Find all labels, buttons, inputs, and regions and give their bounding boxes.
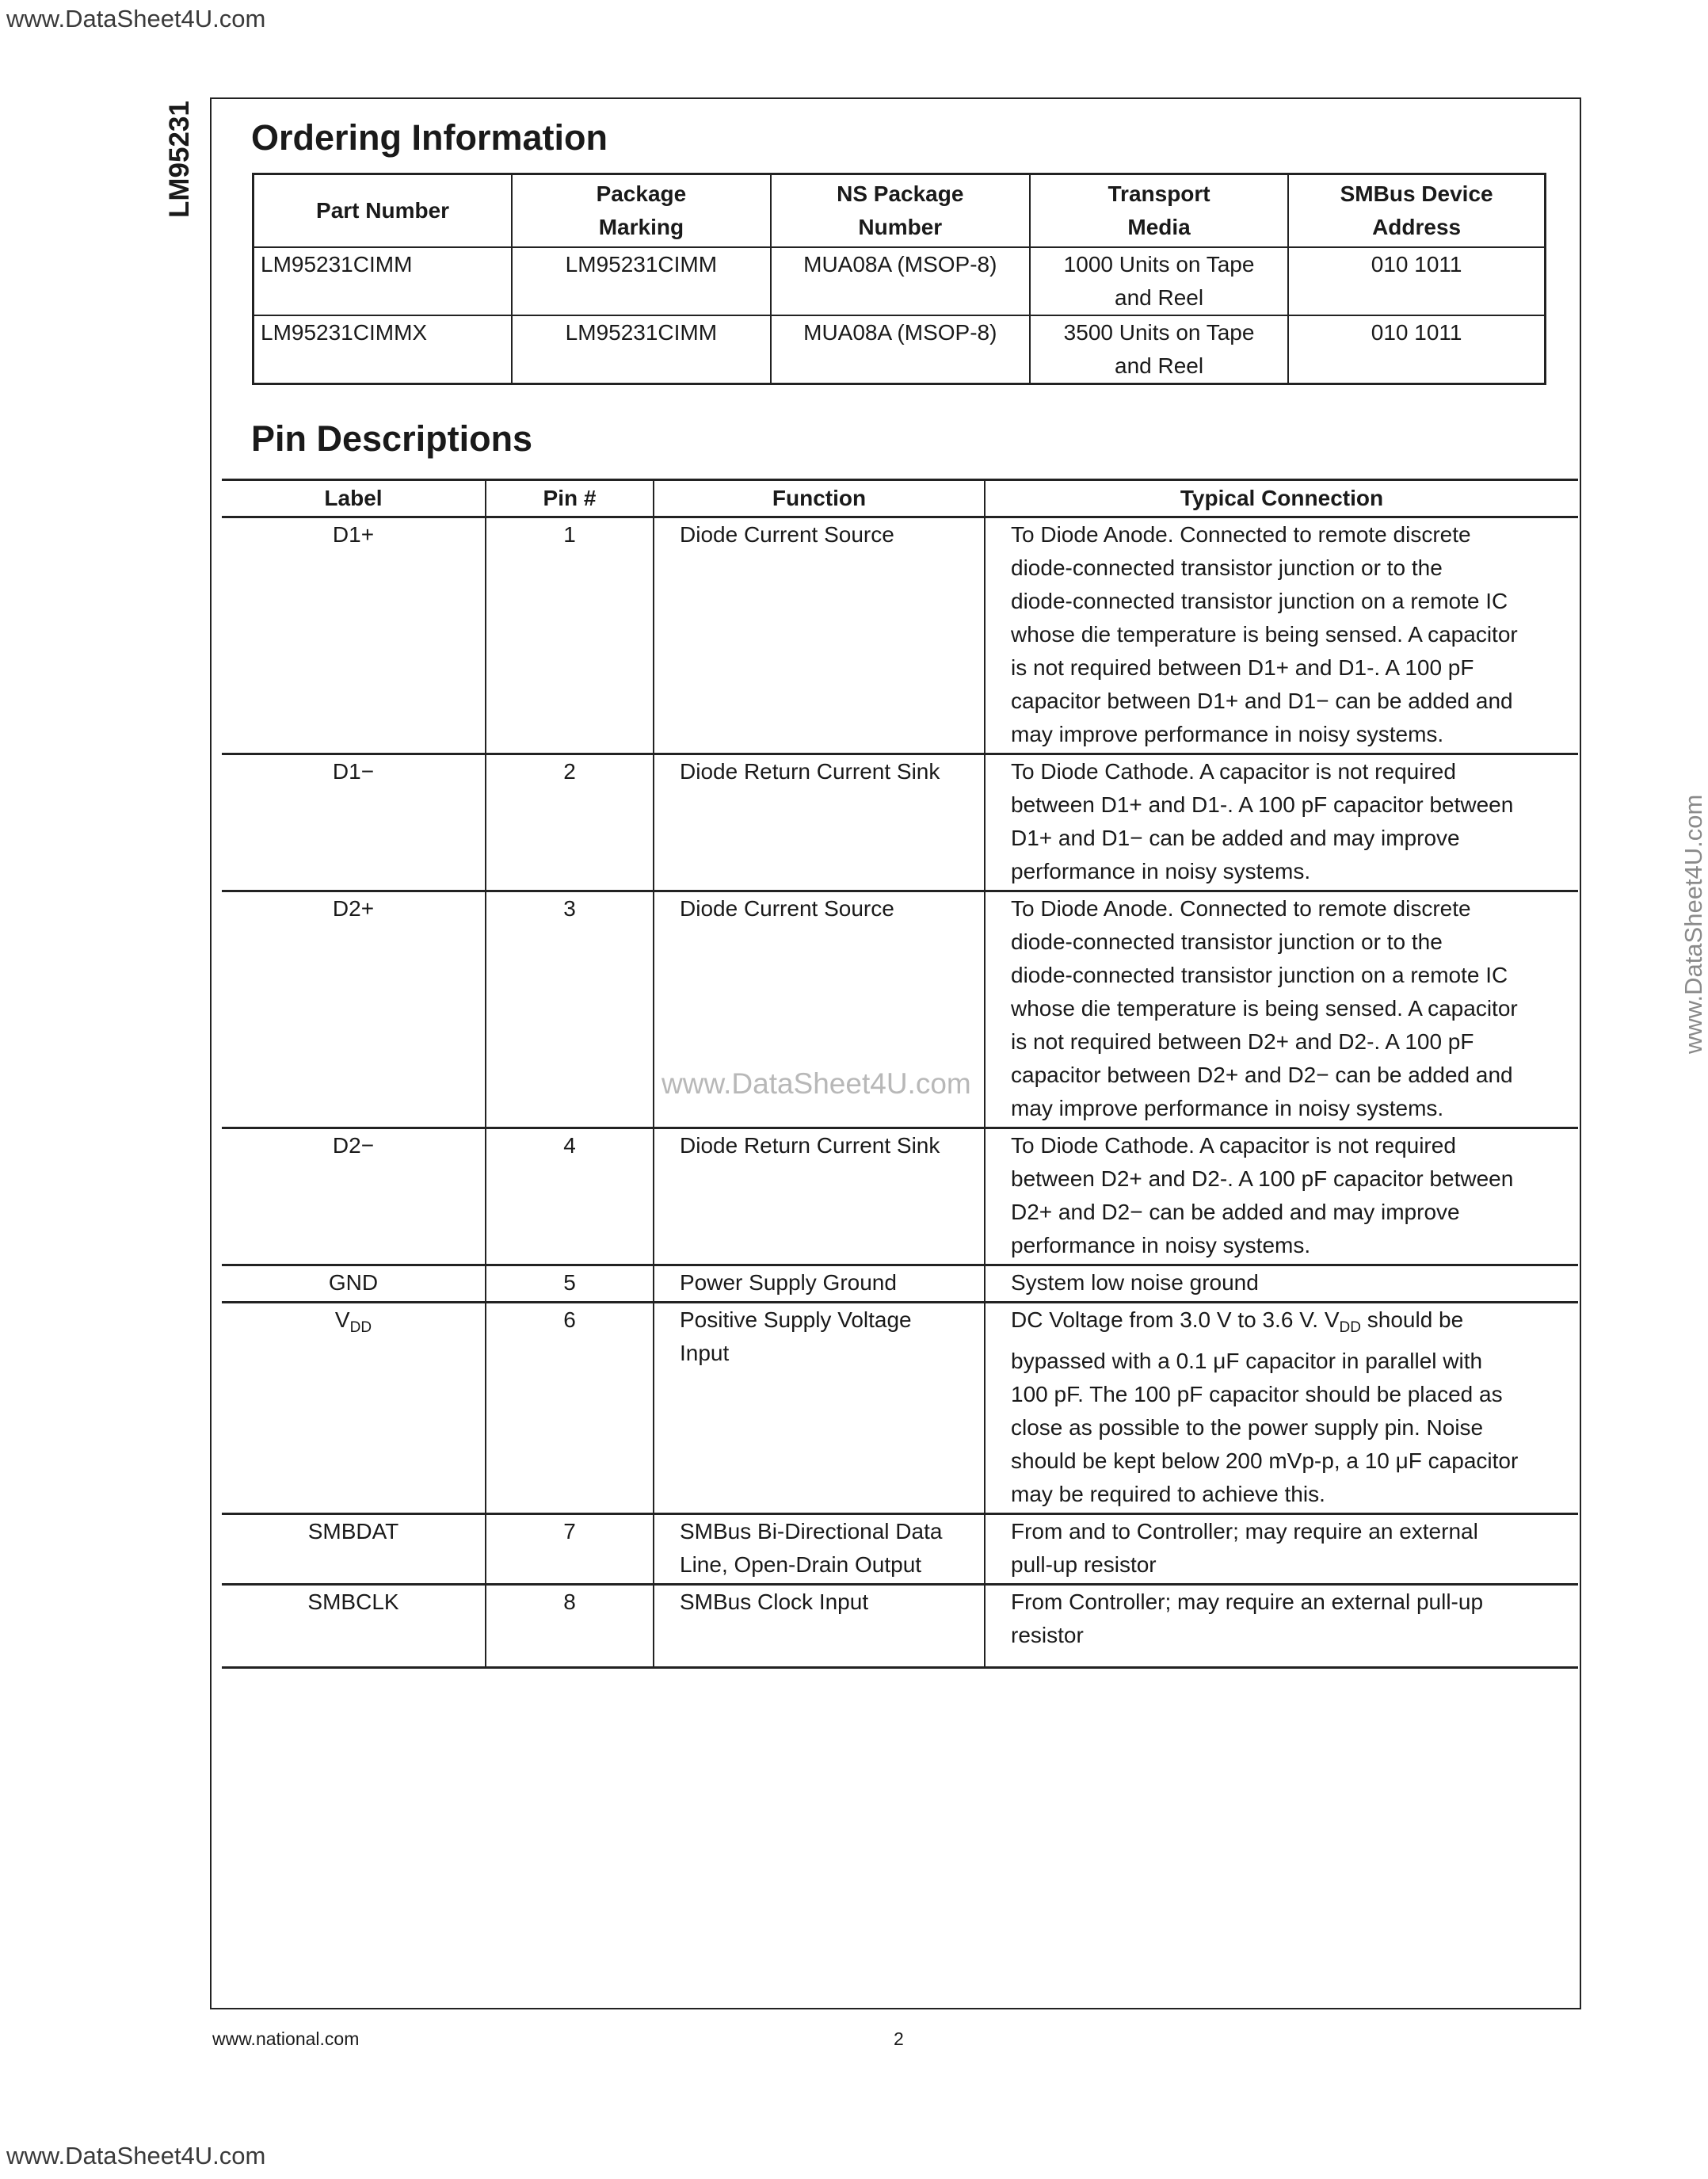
pin-function: Power Supply Ground (654, 1265, 985, 1303)
pin-number: 7 (486, 1514, 654, 1585)
pin-number: 8 (486, 1585, 654, 1668)
ordering-header-cell: SMBus Device Address (1288, 174, 1545, 248)
pin-connection: To Diode Cathode. A capacitor is not required between D1+ and D1-. A 100 pF capacitor between D1+ and D1− can be added and may improve performance in noisy systems. (985, 754, 1578, 891)
footer-website: www.national.com (212, 2028, 360, 2049)
ordering-cell: MUA08A (MSOP-8) (771, 315, 1030, 384)
ordering-cell: 010 1011 (1288, 247, 1545, 315)
pin-header-cell: Typical Connection (985, 480, 1578, 517)
ordering-cell: LM95231CIMM (512, 247, 771, 315)
ordering-header-cell: Package Marking (512, 174, 771, 248)
footer-page-number: 2 (894, 2028, 904, 2049)
pin-row (222, 1585, 1578, 1668)
ordering-cell: 3500 Units on Tape and Reel (1030, 315, 1288, 384)
pin-number: 2 (486, 754, 654, 891)
pin-number: 5 (486, 1265, 654, 1303)
pin-function: Diode Return Current Sink (654, 1128, 985, 1265)
ordering-header-row (254, 174, 1546, 248)
ordering-cell: LM95231CIMM (512, 315, 771, 384)
watermark-top: www.DataSheet4U.com (6, 5, 266, 32)
ordering-cell: 010 1011 (1288, 315, 1545, 384)
ordering-header-cell: Part Number (254, 174, 513, 248)
pin-label: SMBCLK (222, 1585, 486, 1668)
pin-function: Diode Current Source (654, 517, 985, 754)
pin-connection: To Diode Anode. Connected to remote discrete diode-connected transistor junction or to the diode-connected transistor junction on a remote IC whose die temperature is being sensed. A capacitor is not required between D1+ and D1-. A 100 pF capacitor between D1+ and D1− can be added and may improve performance in noisy systems. (985, 517, 1578, 754)
pin-header-cell: Pin # (486, 480, 654, 517)
side-part-label: LM95231 (164, 101, 195, 218)
ordering-cell: 1000 Units on Tape and Reel (1030, 247, 1288, 315)
pin-descriptions-title: Pin Descriptions (251, 418, 533, 459)
pin-label: D2− (222, 1128, 486, 1265)
ordering-header-cell: NS Package Number (771, 174, 1030, 248)
watermark-center: www.DataSheet4U.com (661, 1067, 971, 1100)
pin-label: D2+ (222, 891, 486, 1128)
pin-number: 3 (486, 891, 654, 1128)
pin-function: Diode Current Source (654, 891, 985, 1128)
pin-label: SMBDAT (222, 1514, 486, 1585)
watermark-right: www.DataSheet4U.com (1679, 794, 1707, 1054)
pin-label: D1+ (222, 517, 486, 754)
pin-label (222, 1303, 486, 1514)
pin-row (222, 1303, 1578, 1514)
pin-label-subscript: DD (349, 1319, 372, 1336)
pin-header-cell: Function (654, 480, 985, 517)
ordering-row (254, 315, 1546, 384)
ordering-cell: LM95231CIMM (254, 247, 513, 315)
connection-subscript: DD (1339, 1319, 1361, 1336)
pin-row (222, 517, 1578, 754)
pin-label-base: V (334, 1307, 350, 1332)
pin-label: D1− (222, 754, 486, 891)
ordering-title: Ordering Information (251, 117, 608, 158)
ordering-cell: LM95231CIMMX (254, 315, 513, 384)
pin-function: Positive Supply Voltage Input (654, 1303, 985, 1514)
pin-row (222, 1514, 1578, 1585)
connection-prefix: DC Voltage from 3.0 V to 3.6 V. V (1011, 1307, 1340, 1332)
pin-connection: From and to Controller; may require an external pull-up resistor (985, 1514, 1578, 1585)
ordering-cell: MUA08A (MSOP-8) (771, 247, 1030, 315)
pin-number: 1 (486, 517, 654, 754)
pin-connection: System low noise ground (985, 1265, 1578, 1303)
pin-row (222, 1128, 1578, 1265)
pin-row (222, 1265, 1578, 1303)
pin-connection: From Controller; may require an external pull-up resistor (985, 1585, 1578, 1668)
pin-header-cell: Label (222, 480, 486, 517)
pin-function: SMBus Bi-Directional Data Line, Open-Drain Output (654, 1514, 985, 1585)
pin-row (222, 754, 1578, 891)
connection-rest: should be bypassed with a 0.1 μF capacitor in parallel with 100 pF. The 100 pF capacitor should be placed as close as possible to the power supply pin. Noise should be kept below 200 mVp-p, a 10 μF capacitor may be required to achieve this. (1011, 1307, 1519, 1506)
watermark-bottom: www.DataSheet4U.com (6, 2142, 266, 2169)
pin-function: SMBus Clock Input (654, 1585, 985, 1668)
pin-header-row (222, 480, 1578, 517)
pin-label: GND (222, 1265, 486, 1303)
pin-number: 6 (486, 1303, 654, 1514)
pin-connection: To Diode Cathode. A capacitor is not required between D2+ and D2-. A 100 pF capacitor between D2+ and D2− can be added and may improve performance in noisy systems. (985, 1128, 1578, 1265)
pin-function: Diode Return Current Sink (654, 754, 985, 891)
ordering-table (252, 173, 1546, 385)
ordering-header-cell: Transport Media (1030, 174, 1288, 248)
pin-connection: To Diode Anode. Connected to remote discrete diode-connected transistor junction or to the diode-connected transistor junction on a remote IC whose die temperature is being sensed. A capacitor is not required between D2+ and D2-. A 100 pF capacitor between D2+ and D2− can be added and may improve performance in noisy systems. (985, 891, 1578, 1128)
pin-number: 4 (486, 1128, 654, 1265)
pin-connection (985, 1303, 1578, 1514)
ordering-row (254, 247, 1546, 315)
